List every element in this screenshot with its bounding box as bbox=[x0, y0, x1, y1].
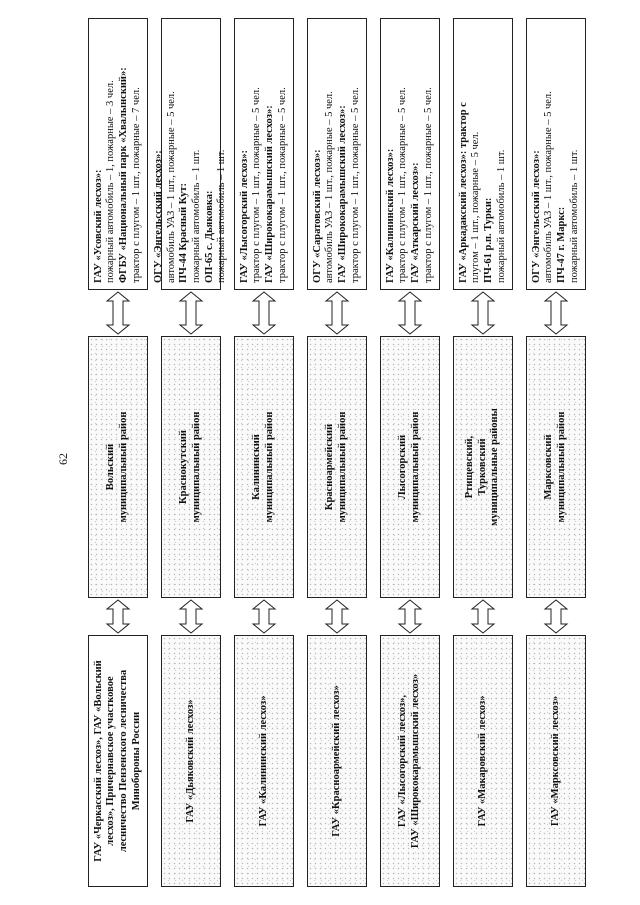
double-arrow bbox=[252, 600, 276, 633]
right-box-line: ПЧ-44 Красный Кут: bbox=[178, 182, 190, 283]
double-arrow bbox=[544, 600, 568, 633]
right-box-line: пожарный автомобиль – 1, пожарные – 3 чел. bbox=[105, 80, 117, 283]
left-box-line: ГАУ «Ширококарамышский лесхоз» bbox=[410, 673, 421, 849]
double-arrow bbox=[398, 600, 422, 633]
middle-box-line: Красноармейский bbox=[324, 423, 336, 511]
right-box-line: пожарный автомобиль – 1 шт. bbox=[495, 149, 507, 283]
left-box-line: ГАУ «Черкасский лесхоз», ГАУ «Вольский bbox=[92, 660, 104, 862]
left-box-line: ГАУ «Красноармейский лесхоз» bbox=[330, 685, 342, 837]
right-box-line: ГАУ «Усовский лесхоз»: bbox=[92, 169, 104, 283]
right-box-line: автомобиль УАЗ – 1 шт., пожарные – 5 чел. bbox=[324, 91, 336, 283]
right-box bbox=[307, 18, 367, 290]
double-arrow bbox=[179, 600, 203, 633]
right-box bbox=[153, 18, 228, 290]
right-box-line: ГАУ «Аткарский лесхоз»: bbox=[410, 162, 421, 283]
left-box-line: ГАУ «Макаровский лесхоз» bbox=[476, 695, 488, 827]
left-box bbox=[307, 635, 367, 887]
double-arrow bbox=[398, 292, 422, 334]
right-box-line: ОГУ «Энгельсский лесхоз»: bbox=[530, 150, 542, 283]
middle-box-line: муниципальные районы bbox=[489, 408, 501, 526]
left-box-line: Минобороны России bbox=[130, 711, 142, 811]
left-box bbox=[380, 635, 440, 887]
middle-box bbox=[380, 336, 440, 598]
double-arrow bbox=[106, 600, 130, 633]
left-box-line: ГАУ «Дьяковский лесхоз» bbox=[184, 699, 196, 823]
diagram-row-5 bbox=[380, 0, 440, 905]
right-box-line: ГАУ «Ширококарамышский лесхоз»: bbox=[337, 105, 348, 283]
double-arrow bbox=[325, 600, 349, 633]
double-arrow bbox=[106, 292, 130, 334]
page-number: 62 bbox=[56, 453, 70, 465]
double-arrow bbox=[252, 292, 276, 334]
diagram-row-1 bbox=[88, 0, 148, 905]
right-box-line: ОП-65 с. Дьяковка: bbox=[203, 190, 215, 283]
middle-box bbox=[161, 336, 221, 598]
left-box bbox=[161, 635, 221, 887]
right-box-line: ОГУ «Энгельсский лесхоз»: bbox=[153, 150, 165, 283]
middle-box bbox=[453, 336, 513, 598]
middle-box bbox=[526, 336, 586, 598]
right-box-line: ГАУ «Лысогорский лесхоз»: bbox=[238, 149, 250, 283]
middle-box-line: муниципальный район bbox=[337, 411, 348, 523]
left-box bbox=[453, 635, 513, 887]
double-arrow bbox=[471, 600, 495, 633]
diagram-row-2 bbox=[153, 0, 228, 905]
double-arrow bbox=[325, 292, 349, 334]
middle-box-line: муниципальный район bbox=[118, 411, 129, 523]
middle-box bbox=[307, 336, 367, 598]
right-box bbox=[234, 18, 294, 290]
diagram-row-4 bbox=[307, 0, 367, 905]
middle-box-line: Турковский bbox=[476, 438, 488, 496]
middle-box bbox=[88, 336, 148, 598]
right-box-line: пожарный автомобиль – 1 шт. bbox=[216, 149, 228, 283]
right-box-line: пожарный автомобиль – 1 шт. bbox=[568, 149, 580, 283]
right-box bbox=[380, 18, 440, 290]
middle-box-line: Ртищевский, bbox=[464, 435, 476, 499]
right-box-line: трактор с плугом – 1 шт., пожарные – 5 чел. bbox=[251, 87, 263, 283]
middle-box-line: муниципальный район bbox=[191, 411, 202, 523]
right-box-line: пожарный автомобиль – 1 шт. bbox=[191, 149, 202, 283]
right-box-line: автомобиль УАЗ – 1 шт., пожарные – 5 чел. bbox=[543, 91, 555, 283]
left-box-line: лесхоз», Причернавское участковое bbox=[105, 676, 117, 846]
middle-box-line: Краснокутский bbox=[178, 430, 190, 504]
middle-box bbox=[234, 336, 294, 598]
double-arrow bbox=[471, 292, 495, 334]
left-box bbox=[88, 635, 148, 887]
right-box-line: трактор с плугом – 1 шт., пожарные – 5 чел. bbox=[276, 87, 288, 283]
middle-box-line: муниципальный район bbox=[410, 411, 421, 523]
diagram-row-6 bbox=[453, 0, 513, 905]
right-box-line: трактор с плугом – 1 шт., пожарные – 5 чел. bbox=[422, 87, 434, 283]
right-box bbox=[453, 18, 513, 290]
left-box-line: ГАУ «Марксовский лесхоз» bbox=[549, 695, 561, 827]
middle-box-line: Марксовский bbox=[543, 434, 555, 500]
right-box-line: трактор с плугом – 1 шт., пожарные – 5 чел. bbox=[349, 87, 361, 283]
left-box-line: ГАУ «Лысогорский лесхоз», bbox=[397, 694, 409, 828]
right-box-line: ФГБУ «Национальный парк «Хвалынский»: bbox=[118, 67, 129, 283]
right-box-line: ПЧ-47 г. Маркс: bbox=[556, 206, 567, 283]
right-box-line: ОГУ «Саратовский лесхоз»: bbox=[311, 149, 323, 283]
left-box-line: лесничество Пензенского лесничества bbox=[118, 669, 129, 853]
right-box-line: ПЧ-61 р.п. Турки: bbox=[483, 197, 494, 283]
left-box-line: ГАУ «Калининский лесхоз» bbox=[257, 695, 269, 827]
right-box-line: ГАУ «Калининский лесхоз»: bbox=[384, 148, 396, 283]
middle-box-line: Калининский bbox=[251, 434, 263, 500]
double-arrow bbox=[544, 292, 568, 334]
diagram-row-3 bbox=[234, 0, 294, 905]
right-box bbox=[526, 18, 586, 290]
middle-box-line: муниципальный район bbox=[264, 411, 275, 523]
right-box-line: трактор с плугом – 1 шт., пожарные – 7 чел. bbox=[130, 87, 142, 283]
double-arrow bbox=[179, 292, 203, 334]
left-box bbox=[526, 635, 586, 887]
diagram-row-7 bbox=[526, 0, 586, 905]
middle-box-line: муниципальный район bbox=[556, 411, 567, 523]
right-box-line: автомобиль УАЗ – 1 шт., пожарные – 5 чел. bbox=[165, 91, 177, 283]
right-box-line: плугом – 1 шт., пожарные – 5 чел. bbox=[470, 131, 482, 283]
middle-box-line: Вольский bbox=[105, 443, 117, 491]
right-box bbox=[88, 18, 148, 290]
left-box bbox=[234, 635, 294, 887]
middle-box-line: Лысогорский bbox=[397, 434, 409, 500]
right-box-line: ГАУ «Аркадакский лесхоз»: трактор с bbox=[457, 102, 469, 283]
right-box-line: трактор с плугом – 1 шт., пожарные – 5 чел. bbox=[397, 87, 409, 283]
right-box-line: ГАУ «Ширококарамышский лесхоз»: bbox=[264, 105, 275, 283]
